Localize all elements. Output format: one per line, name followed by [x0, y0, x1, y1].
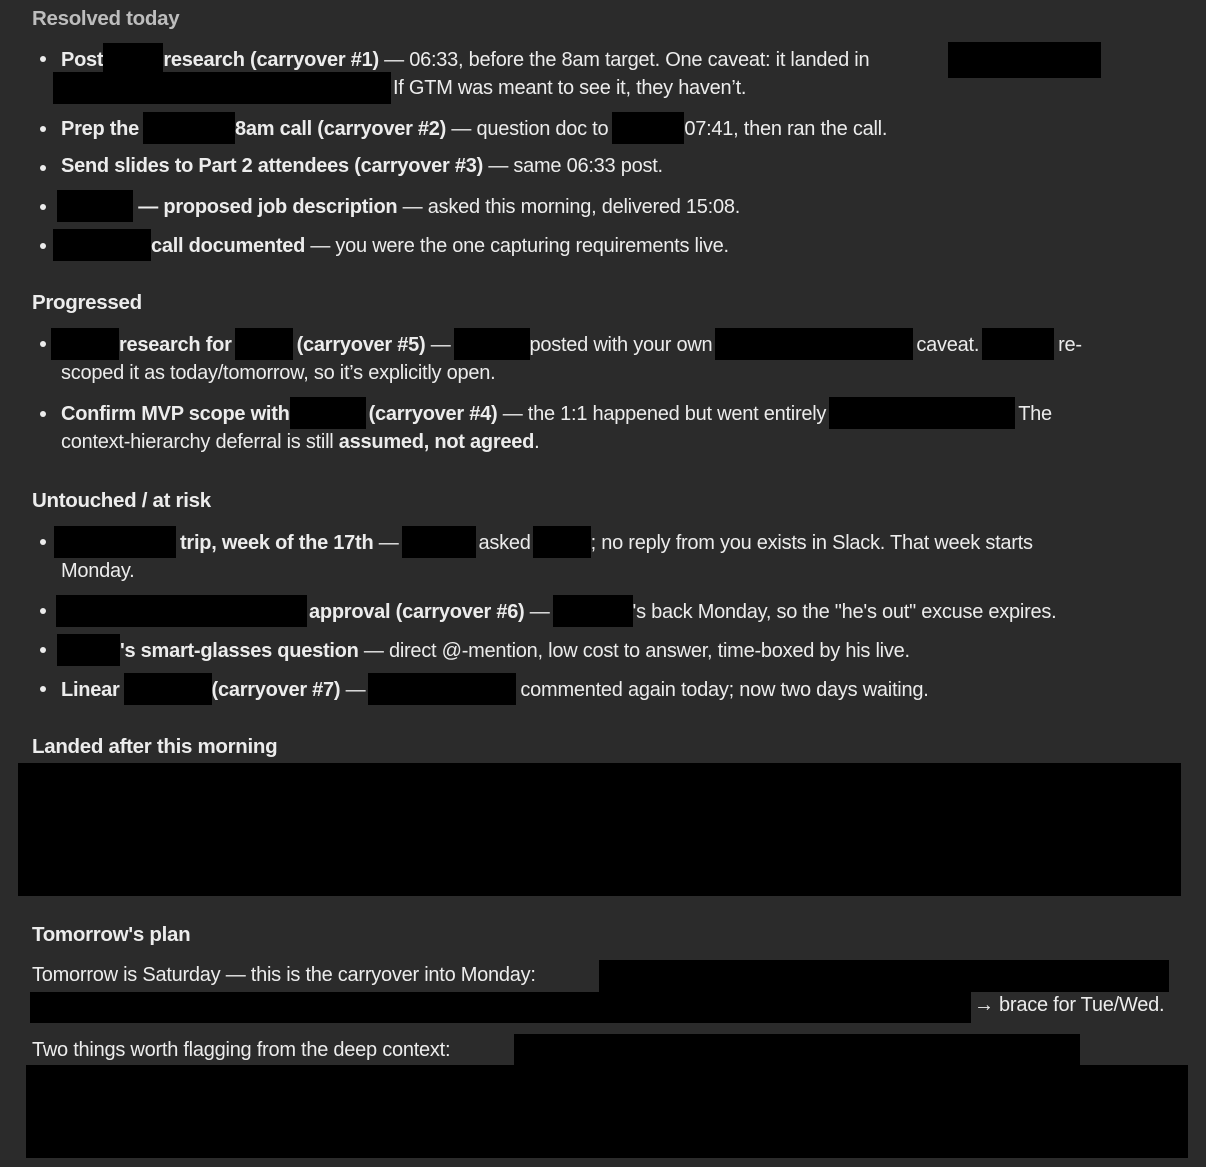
item-text: re-	[1058, 334, 1082, 356]
item-text: scoped it as today/tomorrow, so it’s explicitly open.	[61, 362, 496, 384]
redaction-block	[103, 43, 163, 75]
bullet-icon	[40, 56, 46, 62]
item-bold-text: 8am call (carryover #2)	[235, 118, 447, 140]
bullet-icon	[40, 165, 46, 171]
redaction-block	[18, 763, 1181, 896]
item-text: —	[425, 334, 451, 356]
redaction-block	[829, 397, 1015, 429]
item-text: Monday.	[61, 560, 135, 582]
bullet-icon	[40, 647, 46, 653]
item-text: — question doc to	[446, 118, 609, 140]
tomorrow-plan-text: Tomorrow is Saturday — this is the carryover into Monday:	[32, 964, 536, 986]
redaction-block	[30, 992, 971, 1023]
redaction-block	[57, 190, 133, 222]
item-text: posted with your own	[529, 334, 713, 356]
redaction-block	[57, 634, 120, 666]
item-bold-text: Post	[61, 49, 104, 71]
redaction-block	[143, 112, 235, 144]
item-text: .	[534, 431, 540, 453]
item-text: — the 1:1 happened but went entirely	[497, 403, 827, 425]
item-text: commented again today; now two days waiting.	[520, 679, 929, 701]
redaction-block	[982, 328, 1054, 360]
redaction-block	[402, 526, 476, 558]
item-bold-text: — proposed job description	[133, 196, 398, 218]
bullet-icon	[40, 686, 46, 692]
item-text: 07:41, then ran the call.	[684, 118, 888, 140]
item-text: context-hierarchy deferral is still	[61, 431, 339, 453]
tomorrow-plan-text: → brace for Tue/Wed.	[974, 994, 1165, 1016]
item-text: —	[524, 601, 550, 623]
item-text: ; no reply from you exists in Slack. That week starts	[590, 532, 1033, 554]
bullet-icon	[40, 243, 46, 249]
redaction-block	[715, 328, 913, 360]
item-bold-text: Linear	[61, 679, 120, 701]
redaction-block	[368, 673, 516, 705]
bullet-icon	[40, 341, 46, 347]
item-bold-text: Send slides to Part 2 attendees (carryover #3)	[61, 155, 484, 177]
item-bold-text: (carryover #5)	[296, 334, 426, 356]
item-bold-text: (carryover #7)	[211, 679, 341, 701]
section-heading-landed: Landed after this morning	[32, 735, 278, 758]
bullet-icon	[40, 608, 46, 614]
redaction-block	[290, 397, 366, 429]
section-heading-tomorrow: Tomorrow's plan	[32, 923, 191, 946]
item-text: — 06:33, before the 8am target. One caveat: it landed in	[378, 49, 870, 71]
item-text: — direct @-mention, low cost to answer, time-boxed by his live.	[358, 640, 910, 662]
redaction-block	[51, 328, 119, 360]
redaction-block	[54, 526, 176, 558]
item-bold-text: approval (carryover #6)	[309, 601, 525, 623]
item-text: —	[340, 679, 366, 701]
item-bold-text: 's smart-glasses question	[120, 640, 359, 662]
redaction-block	[454, 328, 530, 360]
item-text: caveat.	[916, 334, 980, 356]
redaction-block	[124, 673, 212, 705]
redaction-block	[599, 960, 1169, 992]
item-bold-text: research (carryover #1)	[163, 49, 379, 71]
item-bold-text: assumed, not agreed	[338, 431, 535, 453]
section-heading-resolved: Resolved today	[32, 7, 180, 30]
redaction-block	[53, 229, 151, 261]
item-text: — you were the one capturing requirements live.	[305, 235, 729, 257]
bullet-icon	[40, 204, 46, 210]
item-text: If GTM was meant to see it, they haven’t.	[393, 77, 747, 99]
redaction-block	[235, 328, 293, 360]
redaction-block	[53, 72, 391, 104]
item-text: — asked this morning, delivered 15:08.	[397, 196, 741, 218]
redaction-block	[514, 1034, 1080, 1066]
redaction-block	[26, 1065, 1188, 1158]
bullet-icon	[40, 539, 46, 545]
item-bold-text: Confirm MVP scope with	[61, 403, 290, 425]
deep-context-text: Two things worth flagging from the deep context:	[32, 1039, 451, 1061]
redaction-block	[948, 42, 1101, 78]
redaction-block	[612, 112, 684, 144]
redaction-block	[533, 526, 591, 558]
item-bold-text: Prep the	[61, 118, 140, 140]
section-heading-at-risk: Untouched / at risk	[32, 489, 211, 512]
redaction-block	[553, 595, 633, 627]
item-bold-text: (carryover #4)	[368, 403, 498, 425]
item-text: 's back Monday, so the "he's out" excuse expires.	[632, 601, 1057, 623]
item-text: — same 06:33 post.	[483, 155, 663, 177]
item-bold-text: call documented	[151, 235, 306, 257]
item-bold-text: research for	[119, 334, 232, 356]
bullet-icon	[40, 411, 46, 417]
item-bold-text: trip, week of the 17th	[180, 532, 374, 554]
redaction-block	[56, 595, 307, 627]
section-heading-progressed: Progressed	[32, 291, 142, 314]
item-text: —	[373, 532, 399, 554]
item-text: The	[1018, 403, 1052, 425]
item-text: asked	[478, 532, 531, 554]
bullet-icon	[40, 126, 46, 132]
